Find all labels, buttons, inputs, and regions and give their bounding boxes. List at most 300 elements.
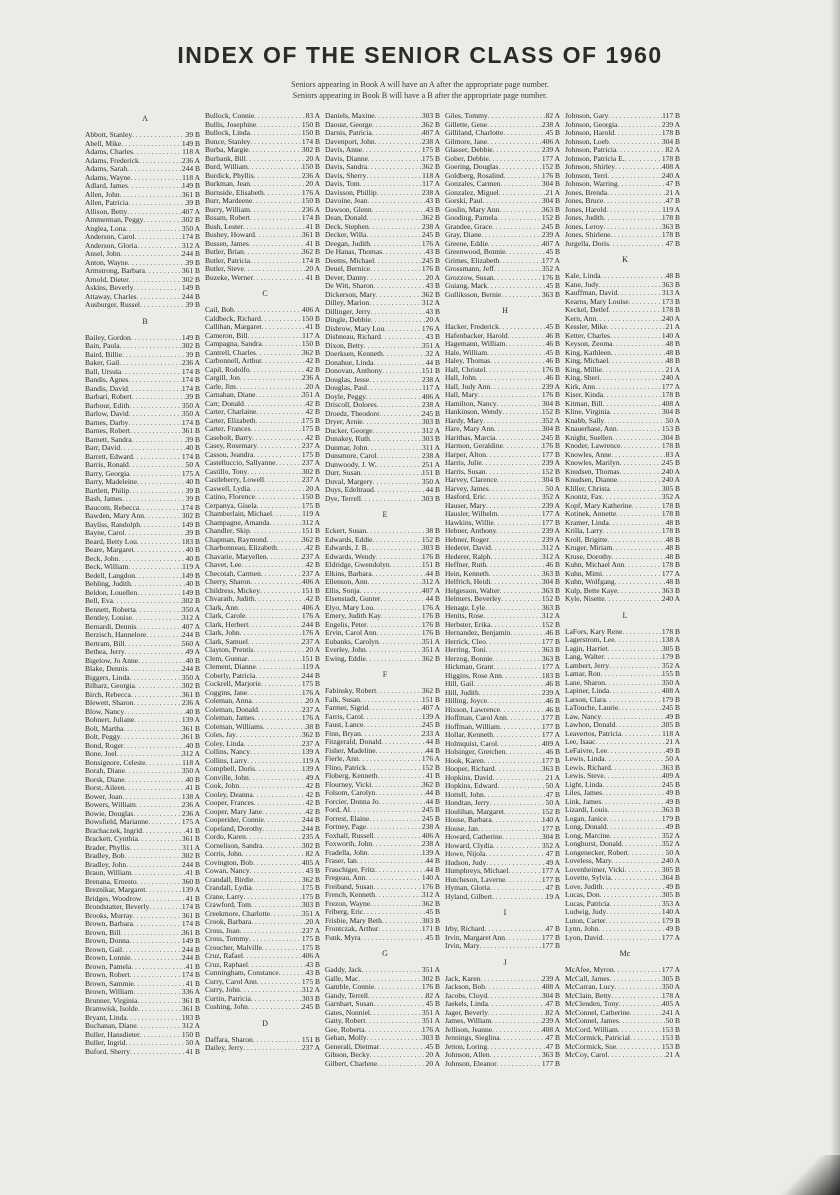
index-entry [445,374,565,383]
leader-dots [137,878,182,887]
page-reference: 239 A [541,231,560,239]
index-entry [445,357,565,366]
student-name: Cantrell, Charles [205,348,256,357]
leader-dots [376,461,421,470]
page-reference: 39 B [185,495,200,503]
student-name: Goering, Douglas [445,163,499,171]
index-entry [565,636,685,645]
page-reference: 303 B [301,994,320,1003]
student-name: Hilling, Joyce [445,697,488,705]
student-name: Ewing, Eddie [325,654,366,663]
leader-dots [357,857,426,866]
student-name: Haley, Thomas [445,357,491,365]
page-reference: 302 B [181,275,200,284]
index-entry [205,969,325,978]
page-reference: 150 B [301,120,320,129]
index-entry [565,738,685,747]
page-reference: 40 B [185,707,200,716]
student-name: Coggins, Jane [205,688,248,697]
student-name: Lang, Walter [565,653,604,661]
leader-dots [371,308,426,317]
index-entry [565,696,685,705]
student-name: Bawden, Mary Ann [85,512,144,520]
page-reference: 407 A [421,129,440,137]
leader-dots [619,468,661,477]
student-name: Cross, Joan [205,926,240,935]
page-reference: 237 A [301,705,320,714]
student-name: Clement, Dianne [205,663,256,671]
index-entry [445,248,565,257]
student-name: Friberg, Eric [325,908,364,916]
page-reference: 49 B [665,746,680,755]
leader-dots [498,510,542,519]
page-reference: 350 A [181,410,200,418]
page-reference: 150 B [301,314,320,323]
index-entry [205,265,325,274]
leader-dots [137,478,186,487]
index-entry [445,992,565,1001]
leader-dots [630,1009,662,1018]
student-name: Howe, Nijola [445,850,486,858]
index-entry [565,857,685,866]
student-name: Bayliss, Randolph [85,520,141,529]
page-reference: 149 B [181,588,200,597]
page-reference: 46 B [545,331,560,340]
leader-dots [485,925,546,934]
page-reference: 118 A [182,148,200,156]
page-reference: 41 B [305,323,320,331]
index-entry [565,425,685,434]
index-entry [325,713,445,722]
student-name: Hoffman, Carol Ann [445,714,507,722]
student-name: Armstrong, Barbara [85,267,145,275]
index-entry [445,138,565,147]
student-name: Herrick, Cleo [445,637,486,646]
index-entry [445,934,565,943]
leader-dots [624,561,661,570]
index-entry [325,384,445,393]
page-reference: 50 A [185,1039,200,1047]
student-name: Bowers, William [85,801,136,809]
student-name: Keyson, Zeoma [565,340,613,348]
page-reference: 303 B [421,435,440,443]
student-name: Anderson, Carol [85,233,135,241]
page-reference: 174 B [181,418,200,427]
student-name: Casebolt, Barry [205,433,253,442]
page-reference: 20 A [305,918,320,926]
student-name: Conville, John [205,773,249,782]
page-reference: 406 A [301,952,320,960]
leader-dots [128,665,182,674]
index-entry [85,470,205,479]
leader-dots [129,470,182,479]
page-reference: 152 B [541,595,560,603]
leader-dots [242,850,306,859]
student-name: Edwards, J. B. [325,544,369,552]
leader-dots [608,536,666,545]
page-reference: 245 B [541,222,560,231]
index-entry [85,895,205,904]
page-reference: 45 B [545,323,560,331]
page-reference: 239 A [661,120,680,129]
page-reference: 45 B [425,908,440,916]
index-entry [85,225,205,234]
index-entry [325,738,445,747]
page-reference: 175 B [301,416,320,425]
leader-dots [249,774,306,783]
leader-dots [501,595,542,604]
leader-dots [134,716,182,725]
index-entry [325,274,445,283]
student-name: McCord, William [565,1025,618,1034]
leader-dots [131,580,186,589]
index-entry [85,572,205,581]
index-entry [205,799,325,808]
page-reference: 362 B [421,290,440,299]
page-reference: 47 B [545,1000,560,1008]
page-reference: 175 A [181,818,200,826]
leader-dots [379,638,422,647]
page-reference: 304 B [541,399,560,408]
index-entry [205,604,325,613]
student-name: Frauchiger, Fritz [325,865,376,874]
index-entry [85,478,205,487]
page-reference: 43 B [425,282,440,290]
leader-dots [369,223,422,232]
leader-dots [130,674,182,683]
student-name: Bradley, Bob [85,852,125,860]
index-entry [445,502,565,511]
student-name: Coleman, James [205,714,255,722]
page-reference: 183 B [181,1013,200,1022]
leader-dots [255,493,302,502]
student-name: Butler, Brian [205,248,244,256]
page-reference: 45 B [545,129,560,137]
student-name: Deems, Michael [325,256,375,265]
student-name: Kramer, Linda [565,518,609,527]
student-name: Kane, Judy [565,280,599,289]
student-name: Ervin, Carol Ann [325,629,377,637]
student-name: Irvin, Margaret Ann [445,933,506,942]
student-name: Long, Marcine [565,831,610,840]
leader-dots [374,257,422,266]
leader-dots [367,197,425,206]
index-entry [325,925,445,934]
index-entry [565,747,685,756]
student-name: McConnel, Catherine [565,1008,630,1017]
student-name: Barrett, Edward [85,452,133,461]
page-reference: 152 B [541,467,560,476]
page-reference: 350 A [421,477,440,486]
page-reference: 361 B [181,190,200,199]
student-name: Knoder, Lawrence [565,442,621,450]
index-entry [445,172,565,181]
page-reference: 152 B [541,214,560,222]
index-entry [445,646,565,655]
student-name: Doerksen, Kenneth [325,350,383,358]
leader-dots [128,563,182,572]
leader-dots [478,825,542,834]
index-entry [565,315,685,324]
leader-dots [366,393,422,402]
index-entry [565,272,685,281]
student-name: Biggers, Linda [85,673,130,682]
leader-dots [596,315,662,324]
index-entry [205,808,325,817]
index-entry [85,546,205,555]
page-reference: 174 B [181,367,200,376]
leader-dots [261,570,302,579]
leader-dots [240,927,302,936]
page-reference: 149 B [181,284,200,292]
page-reference: 239 A [541,688,560,697]
page-reference: 351 A [421,966,440,974]
index-entry [445,323,565,332]
leader-dots [246,155,306,164]
student-name: Cross, Tommy [205,935,249,943]
index-entry [445,757,565,766]
index-entry [85,657,205,666]
index-entry [565,374,685,383]
index-entry [565,223,685,232]
leader-dots [486,638,542,647]
student-name: Cooper, Frances [205,799,254,807]
student-name: Bandis, David [85,384,128,393]
student-name: Crandall, Lydia [205,884,252,892]
index-entry [85,376,205,385]
student-name: Chamberlain, Michael [205,510,273,518]
leader-dots [491,553,542,562]
leader-dots [610,975,662,984]
student-name: Carbonnell, Arthur [205,357,262,365]
page-reference: 303 B [421,418,440,426]
leader-dots [238,604,302,613]
index-entry [85,988,205,997]
leader-dots [117,750,182,759]
student-name: Burd, William [205,163,248,171]
leader-dots [129,410,182,419]
page-reference: 48 B [665,544,680,552]
page-reference: 42 B [305,357,320,365]
student-name: Cook, John [205,782,240,790]
student-name: Buller, Ingrid [85,1039,126,1047]
student-name: Hutcheson, Laverne [445,875,506,884]
leader-dots [250,180,306,189]
index-entry [565,306,685,315]
leader-dots [505,340,545,349]
page-reference: 47 B [665,180,680,188]
leader-dots [599,281,662,290]
index-entry [205,740,325,749]
page-reference: 20 A [305,646,320,654]
student-name: Caldbeck, Richard [205,314,261,323]
leader-dots [609,240,666,249]
student-name: King, Sheri [565,374,600,382]
leader-dots [243,223,306,232]
page-reference: 49 A [185,648,200,656]
page-reference: 244 B [181,945,200,954]
section-letter: E [382,510,388,519]
page-reference: 118 A [422,171,440,180]
student-name: Fradella, John [325,848,368,857]
page-reference: 408 A [661,163,680,171]
student-name: Kruse, Dorothy [565,552,612,561]
index-entry [445,112,565,121]
student-name: Clark, Herbert [205,620,249,629]
index-entry [205,825,325,834]
page-reference: 119 A [302,510,320,518]
page-reference: 304 B [541,180,560,188]
leader-dots [364,342,422,351]
leader-dots [137,589,182,598]
index-entry [85,742,205,751]
index-entry [325,789,445,798]
leader-dots [604,653,662,662]
page-reference: 312 A [421,578,440,586]
index-entry [565,992,685,1001]
index-entry [565,883,685,892]
page-reference: 21 A [665,1051,680,1059]
student-name: Brown, Pamela [85,962,132,971]
leader-dots [616,510,662,519]
leader-dots [373,1000,425,1009]
leader-dots [128,376,182,385]
page-reference: 304 B [661,408,680,416]
student-name: Droedz, Theodore [325,409,380,418]
student-name: Adams, Frederick [85,156,139,165]
index-entry [325,469,445,478]
page-reference: 150 B [301,340,320,348]
index-entry [205,689,325,698]
index-entry [445,842,565,851]
index-entry [445,604,565,613]
page-reference: 174 B [181,503,200,512]
index-entry [445,1017,565,1026]
index-entry [205,451,325,460]
student-name: Lucas, Patricia [565,899,610,908]
leader-dots [500,180,541,189]
leader-dots [609,687,662,696]
student-name: Barr, David [85,444,121,452]
student-name: McCarran, Lucy [565,983,615,991]
page-reference: 238 A [421,401,440,409]
page-reference: 303 B [421,112,440,120]
student-name: Brown, Donna [85,937,130,945]
student-name: Hale, William [445,348,488,357]
index-entry [565,975,685,984]
index-entry [445,240,565,249]
page-reference: 176 B [421,620,440,629]
leader-dots [607,1051,665,1060]
index-entry [85,427,205,436]
leader-dots [372,570,426,579]
index-entry [325,966,445,975]
index-entry [325,486,445,495]
index-entry [445,706,565,715]
index-entry [205,723,325,732]
leader-dots [603,934,662,943]
student-name: Borah, Diane [85,767,125,775]
leader-dots [504,172,542,181]
student-name: Borsk, Diane [85,775,125,784]
page-reference: 176 A [301,714,320,722]
leader-dots [485,983,542,992]
index-entry [205,315,325,324]
index-entry [205,146,325,155]
index-entry [565,357,685,366]
page-reference: 361 B [181,733,200,741]
page-reference: 152 B [541,408,560,416]
index-entry [445,223,565,232]
leader-dots [600,891,662,900]
leader-dots [145,759,182,768]
page-reference: 149 B [181,520,200,529]
page-reference: 244 B [181,954,200,962]
leader-dots [603,197,665,206]
index-entry [565,840,685,849]
student-name: Kline, Virginia [565,408,610,416]
leader-dots [493,146,542,155]
index-entry [205,842,325,851]
page-reference: 235 A [301,833,320,841]
student-name: Gilbert, Charlene [325,1059,378,1068]
page-reference: 50 A [545,799,560,807]
student-name: Kearns, Mary Louise [565,297,629,306]
student-name: Cameron, Bill [205,331,248,340]
student-name: Floberg, Kenneth [325,772,378,780]
student-name: Durr, Susan [325,469,361,477]
student-name: Fitzgerald, Donald [325,738,382,746]
page-reference: 304 B [541,833,560,841]
index-entry [445,510,565,519]
index-column-4 [445,112,565,1152]
index-entry [445,332,565,341]
page-reference: 303 B [421,544,440,552]
leader-dots [262,340,302,349]
leader-dots [619,1017,666,1026]
leader-dots [248,621,302,630]
student-name: McCormick, Patricial [565,1034,630,1042]
student-name: Irby, Richard [445,925,485,933]
page-reference: 43 B [305,969,320,977]
index-entry [205,357,325,366]
page-reference: 352 A [661,840,680,848]
page-reference: 407 A [421,704,440,712]
leader-dots [254,714,302,723]
index-entry [85,402,205,411]
leader-dots [507,714,542,723]
leader-dots [616,1043,662,1052]
page-reference: 351 A [421,1017,440,1025]
index-entry [205,629,325,638]
index-entry [445,748,565,757]
student-name: Liles, James [565,789,603,797]
page-reference: 363 B [541,290,560,299]
student-name: Knowles, Anne [565,450,612,459]
page-reference: 47 B [665,197,680,205]
index-entry [325,1026,445,1035]
page-reference: 140 A [661,331,680,340]
leader-dots [267,536,302,545]
index-entry [205,248,325,257]
page-reference: 408 A [661,687,680,695]
page-reference: 244 B [301,816,320,824]
leader-dots [247,468,302,477]
page-reference: 173 B [661,297,680,306]
page-reference: 241 A [661,1008,680,1017]
student-name: Cowan, Nancy [205,867,250,875]
student-name: Creekmore, Charlotte [205,909,270,918]
